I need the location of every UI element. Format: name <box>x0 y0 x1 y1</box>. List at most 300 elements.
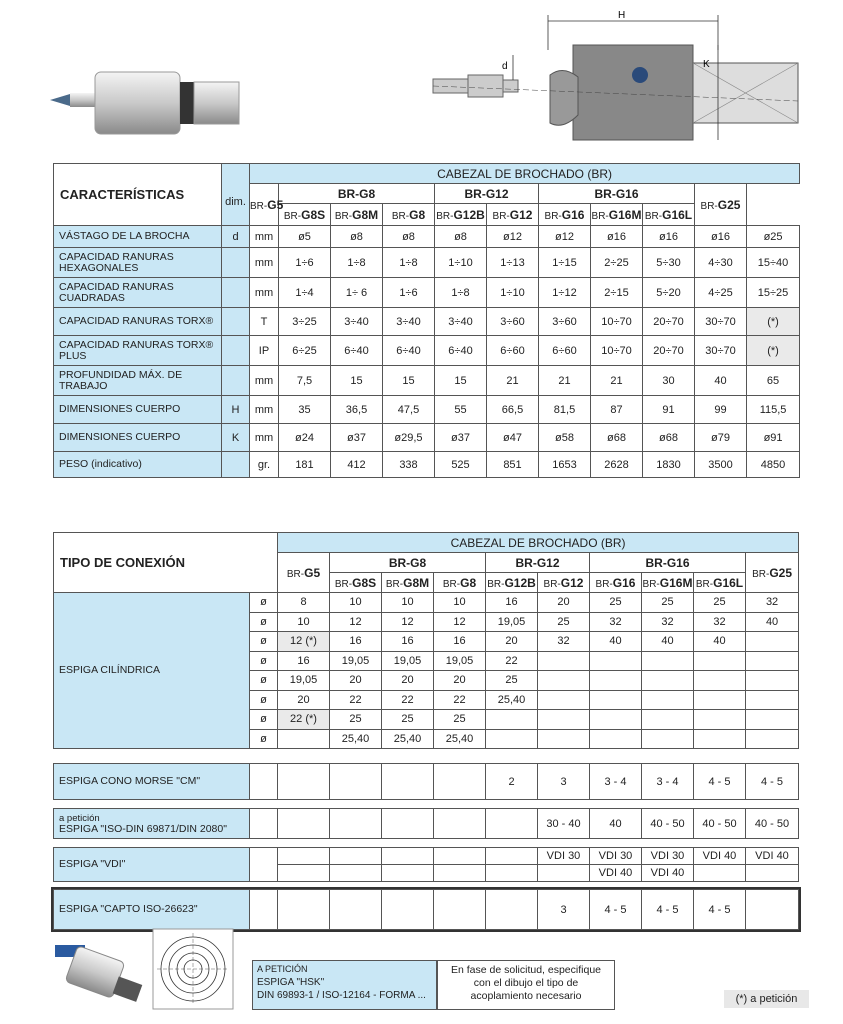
table-cell <box>746 729 799 749</box>
table-cell <box>746 671 799 691</box>
table-cell: 3 - 4 <box>590 764 642 800</box>
table-row <box>54 809 799 839</box>
row-label: CAPACIDAD RANURAS HEXAGONALES <box>54 248 222 278</box>
dim-header: dim. <box>222 164 250 226</box>
row-label: VÁSTAGO DE LA BROCHA <box>54 226 222 248</box>
table-cell: 2628 <box>591 452 643 478</box>
table-cell: 35 <box>279 396 331 424</box>
table-cell: ø79 <box>695 424 747 452</box>
table-cell: ø16 <box>591 226 643 248</box>
table-cell: 21 <box>591 366 643 396</box>
table-cell: 4÷30 <box>695 248 747 278</box>
table-cell: 16 <box>382 632 434 652</box>
morse-table <box>53 763 799 800</box>
table-cell <box>434 865 486 882</box>
table-cell: 1÷6 <box>279 248 331 278</box>
table-cell: 16 <box>330 632 382 652</box>
table-cell: 1÷8 <box>383 248 435 278</box>
table-cell: 15 <box>331 366 383 396</box>
table-cell: 20 <box>434 671 486 691</box>
svg-text:H: H <box>618 10 626 21</box>
table-cell: 10 <box>330 593 382 613</box>
table-cell: 22 <box>434 690 486 710</box>
row-label: CAPACIDAD RANURAS CUADRADAS <box>54 278 222 308</box>
table-cell: 525 <box>435 452 487 478</box>
table-cell: 2÷15 <box>591 278 643 308</box>
table-cell: 22 (*) <box>278 710 330 730</box>
table-cell: 40 <box>590 809 642 839</box>
table-row <box>54 278 800 308</box>
table-cell: 6÷40 <box>331 336 383 366</box>
table-cell <box>278 809 330 839</box>
table-cell: 5÷20 <box>643 278 695 308</box>
table-cell <box>746 865 799 882</box>
table-cell: 16 <box>278 651 330 671</box>
table-cell: VDI 40 <box>642 865 694 882</box>
table-cell: 4 - 5 <box>694 890 746 930</box>
table-cell: 181 <box>279 452 331 478</box>
table-row <box>54 226 800 248</box>
table-cell: 2÷25 <box>591 248 643 278</box>
table-cell <box>486 848 538 865</box>
table-row <box>54 366 800 396</box>
row-dim <box>222 248 250 278</box>
table-cell <box>538 671 590 691</box>
table-cell: 20÷70 <box>643 308 695 336</box>
table-cell: ø37 <box>435 424 487 452</box>
asterisk-note: (*) a petición <box>724 990 809 1008</box>
table-cell: 20 <box>538 593 590 613</box>
table-cell: 115,5 <box>747 396 800 424</box>
table-cell <box>538 729 590 749</box>
row-dim <box>222 366 250 396</box>
table-cell: 30÷70 <box>695 336 747 366</box>
diameter-symbol: ø <box>250 671 278 691</box>
table-cell <box>746 632 799 652</box>
table-cell <box>382 865 434 882</box>
table2-header: CABEZAL DE BROCHADO (BR) <box>278 533 799 553</box>
table-cell: ø91 <box>747 424 800 452</box>
table-cell: 25,40 <box>486 690 538 710</box>
table-cell: VDI 40 <box>746 848 799 865</box>
connection-table: TIPO DE CONEXIÓN CABEZAL DE BROCHADO (BR) BR-G5 BR-G8 BR-G12 BR-G16 BR-G25 BR-G8S BR-G8M BR-G8 BR-G12B BR-G12 BR-G16 BR-G16M BR-G16L ESPIGA CILÍNDRICA ø 8 10 10 10 16 20 25 25 25 32 ø 10 12 12 12 19,05 25 32 32 32 40 ø 12 (*) 16 16 16 20 32 40 40 40 ø 16 19,05 19,05 19,05 22 ø 19,05 20 20 20 25 ø 20 22 22 22 25,40 ø 22 (*) 25 25 25 ø 25,40 25,40 25,40 <box>53 532 799 749</box>
table-cell: 3÷40 <box>435 308 487 336</box>
table-cell <box>590 651 642 671</box>
blank-cell <box>250 848 278 882</box>
table1-title: CARACTERÍSTICAS <box>54 164 222 226</box>
diameter-symbol: ø <box>250 632 278 652</box>
table-cell: ø8 <box>331 226 383 248</box>
model-g25: BR-G25 <box>695 184 747 226</box>
table-cell: 40 <box>642 632 694 652</box>
table-cell <box>590 710 642 730</box>
table-cell: 25 <box>538 612 590 632</box>
table-cell: 851 <box>487 452 539 478</box>
table-cell: 3÷40 <box>383 308 435 336</box>
table-cell <box>642 651 694 671</box>
iso-table <box>53 808 799 839</box>
table-cell <box>330 890 382 930</box>
table-cell: 10 <box>434 593 486 613</box>
hsk-small-label: A PETICIÓN <box>257 964 308 974</box>
table-cell: 16 <box>486 593 538 613</box>
table-cell: 25 <box>434 710 486 730</box>
table-cell: 32 <box>694 612 746 632</box>
table-cell: ø25 <box>747 226 800 248</box>
table-cell: 30÷70 <box>695 308 747 336</box>
table-cell <box>642 690 694 710</box>
table-cell <box>486 729 538 749</box>
table-cell: 12 (*) <box>278 632 330 652</box>
table-cell: ø37 <box>331 424 383 452</box>
table-cell: ø12 <box>487 226 539 248</box>
table2-title: TIPO DE CONEXIÓN <box>54 533 278 593</box>
table-cell <box>486 710 538 730</box>
row-dim: d <box>222 226 250 248</box>
table-cell: 4 - 5 <box>590 890 642 930</box>
row-unit: mm <box>250 226 279 248</box>
table-cell: 1÷10 <box>435 248 487 278</box>
table-cell <box>486 809 538 839</box>
table-cell <box>278 848 330 865</box>
model-g8m: BR-G8M <box>331 204 383 226</box>
table-cell: 6÷40 <box>435 336 487 366</box>
table-cell: 3 <box>538 890 590 930</box>
table-row <box>54 248 800 278</box>
row-label <box>54 890 250 930</box>
table-cell: 87 <box>591 396 643 424</box>
model-g16: BR-G16 <box>539 204 591 226</box>
table-cell: 6÷25 <box>279 336 331 366</box>
table-cell: 15 <box>383 366 435 396</box>
table-row <box>54 890 799 930</box>
row-label: PESO (indicativo) <box>54 452 222 478</box>
characteristics-table <box>53 163 800 478</box>
table-cell: 99 <box>695 396 747 424</box>
table-cell: ø16 <box>643 226 695 248</box>
table-cell: ø58 <box>539 424 591 452</box>
row-dim <box>222 308 250 336</box>
table-cell: 6÷40 <box>383 336 435 366</box>
vdi-table <box>53 847 799 882</box>
table-cell <box>434 890 486 930</box>
table-cell: VDI 40 <box>590 865 642 882</box>
table-cell: 66,5 <box>487 396 539 424</box>
svg-text:d: d <box>502 61 508 72</box>
table-cell: 12 <box>330 612 382 632</box>
table-cell: 3 - 4 <box>642 764 694 800</box>
table-cell: 3 <box>538 764 590 800</box>
row-label: DIMENSIONES CUERPO <box>54 424 222 452</box>
table-cell: 10÷70 <box>591 336 643 366</box>
row-dim <box>222 336 250 366</box>
diameter-symbol: ø <box>250 593 278 613</box>
technical-drawing <box>428 5 828 160</box>
table-cell: 40 - 50 <box>746 809 799 839</box>
table-cell: 91 <box>643 396 695 424</box>
table-cell: 40 <box>746 612 799 632</box>
table-cell: 8 <box>278 593 330 613</box>
table-cell <box>382 848 434 865</box>
table-cell: 30 <box>643 366 695 396</box>
table-cell: ø16 <box>695 226 747 248</box>
table-cell <box>694 671 746 691</box>
table-cell: 412 <box>331 452 383 478</box>
table-cell <box>434 764 486 800</box>
row-label: CAPACIDAD RANURAS TORX® <box>54 308 222 336</box>
table-cell: VDI 30 <box>538 848 590 865</box>
row-unit: T <box>250 308 279 336</box>
table-row <box>54 452 800 478</box>
table-row <box>54 308 800 336</box>
model-g8s: BR-G8S <box>279 204 331 226</box>
table-cell: ø12 <box>539 226 591 248</box>
table-cell <box>642 710 694 730</box>
group-g8: BR-G8 <box>279 184 435 204</box>
table-cell: 1÷ 6 <box>331 278 383 308</box>
row-unit: gr. <box>250 452 279 478</box>
table-cell: ø29,5 <box>383 424 435 452</box>
blank-cell <box>250 764 278 800</box>
table-cell: 32 <box>746 593 799 613</box>
table-cell <box>538 690 590 710</box>
table-cell: 5÷30 <box>643 248 695 278</box>
table-cell: 21 <box>487 366 539 396</box>
table-cell <box>746 690 799 710</box>
table-cell <box>330 865 382 882</box>
table-cell <box>642 729 694 749</box>
table-cell: 40 <box>695 366 747 396</box>
table-cell: 21 <box>539 366 591 396</box>
table-cell: 4 - 5 <box>642 890 694 930</box>
table-cell <box>278 865 330 882</box>
table-cell: 4 - 5 <box>746 764 799 800</box>
table-cell: 1830 <box>643 452 695 478</box>
cyl-label: ESPIGA CILÍNDRICA <box>54 593 250 749</box>
table-cell: 3500 <box>695 452 747 478</box>
table-cell <box>434 848 486 865</box>
table-row <box>54 396 800 424</box>
table-cell: 40 - 50 <box>694 809 746 839</box>
table-cell: ø47 <box>487 424 539 452</box>
blank-cell <box>250 890 278 930</box>
table-cell <box>694 729 746 749</box>
table-cell: 20 <box>382 671 434 691</box>
table-cell: 10 <box>278 612 330 632</box>
table-cell: 20 <box>486 632 538 652</box>
row-unit: mm <box>250 366 279 396</box>
diameter-symbol: ø <box>250 651 278 671</box>
table-row <box>54 424 800 452</box>
table-cell: VDI 30 <box>642 848 694 865</box>
table-cell <box>278 764 330 800</box>
table-cell: 1÷12 <box>539 278 591 308</box>
table-cell <box>538 865 590 882</box>
row-label: CAPACIDAD RANURAS TORX® PLUS <box>54 336 222 366</box>
diameter-symbol: ø <box>250 612 278 632</box>
table-cell: 1÷13 <box>487 248 539 278</box>
table-cell: 338 <box>383 452 435 478</box>
table-cell: 25 <box>694 593 746 613</box>
table-cell: 22 <box>382 690 434 710</box>
row-unit: mm <box>250 278 279 308</box>
table-cell: 40 <box>694 632 746 652</box>
table-cell <box>590 690 642 710</box>
table-cell: 1÷4 <box>279 278 331 308</box>
table-cell: ø8 <box>383 226 435 248</box>
table-cell: 32 <box>642 612 694 632</box>
row-label-text: ESPIGA "ISO-DIN 69871/DIN 2080" <box>59 822 227 835</box>
table-cell: 15 <box>435 366 487 396</box>
table-cell: 16 <box>434 632 486 652</box>
row-label-text: ESPIGA CONO MORSE "CM" <box>59 775 201 787</box>
table-cell: 10÷70 <box>591 308 643 336</box>
table-cell: 2 <box>486 764 538 800</box>
table-cell: 22 <box>330 690 382 710</box>
hsk-norm: DIN 69893-1 / ISO-12164 - FORMA ... <box>257 990 426 1001</box>
table-cell: 1÷10 <box>487 278 539 308</box>
table-row <box>54 593 799 613</box>
diameter-symbol: ø <box>250 710 278 730</box>
table-cell: 6÷60 <box>539 336 591 366</box>
table-cell <box>330 764 382 800</box>
table-cell: 3÷40 <box>331 308 383 336</box>
table-cell: 3÷60 <box>487 308 539 336</box>
table1-header: CABEZAL DE BROCHADO (BR) <box>250 164 800 184</box>
table-cell <box>590 671 642 691</box>
table-cell: 25 <box>590 593 642 613</box>
model-g5: BR-G5 <box>250 184 279 226</box>
table-cell <box>746 651 799 671</box>
table-cell: 3÷60 <box>539 308 591 336</box>
table-cell <box>486 865 538 882</box>
table-cell <box>746 710 799 730</box>
diameter-symbol: ø <box>250 690 278 710</box>
table-cell: 4÷25 <box>695 278 747 308</box>
table-cell: 15÷40 <box>747 248 800 278</box>
row-label: DIMENSIONES CUERPO <box>54 396 222 424</box>
row-label-small: a petición <box>59 812 100 824</box>
table-cell: 30 - 40 <box>538 809 590 839</box>
table-cell: 40 <box>590 632 642 652</box>
broaching-head-photo <box>45 60 245 145</box>
table-row <box>54 848 799 865</box>
diameter-symbol: ø <box>250 729 278 749</box>
table-cell <box>694 690 746 710</box>
table-cell <box>694 865 746 882</box>
table-cell: 1653 <box>539 452 591 478</box>
table-cell: 19,05 <box>278 671 330 691</box>
table-cell: 1÷8 <box>435 278 487 308</box>
row-label <box>54 809 250 839</box>
table-cell <box>590 729 642 749</box>
vdi-label: ESPIGA "VDI" <box>54 848 250 882</box>
table-cell <box>694 651 746 671</box>
table-cell: 20÷70 <box>643 336 695 366</box>
row-dim: H <box>222 396 250 424</box>
row-label-text: ESPIGA "CAPTO ISO-26623" <box>59 903 198 915</box>
table-cell: 55 <box>435 396 487 424</box>
table-cell <box>538 651 590 671</box>
table-cell: 25,40 <box>434 729 486 749</box>
table-cell <box>746 890 799 930</box>
table-cell: (*) <box>747 336 800 366</box>
table-cell <box>486 890 538 930</box>
table-cell <box>278 729 330 749</box>
table-cell: 1÷15 <box>539 248 591 278</box>
row-dim <box>222 452 250 478</box>
table-cell: 1÷8 <box>331 248 383 278</box>
group-g12: BR-G12 <box>435 184 539 204</box>
table-cell: 10 <box>382 593 434 613</box>
table-cell: 47,5 <box>383 396 435 424</box>
hsk-title: ESPIGA "HSK" <box>257 977 325 988</box>
table-cell: (*) <box>747 308 800 336</box>
svg-text:K: K <box>703 59 710 70</box>
table-cell: 12 <box>434 612 486 632</box>
table-cell <box>434 809 486 839</box>
table-cell: 40 - 50 <box>642 809 694 839</box>
blank-cell <box>250 809 278 839</box>
model-g16m: BR-G16M <box>591 204 643 226</box>
table-cell: 25 <box>486 671 538 691</box>
table-cell: 81,5 <box>539 396 591 424</box>
table-cell: 1÷6 <box>383 278 435 308</box>
table-cell <box>382 890 434 930</box>
table-cell: ø24 <box>279 424 331 452</box>
table-cell <box>330 809 382 839</box>
hsk-photo <box>50 935 150 1010</box>
table-cell: 19,05 <box>434 651 486 671</box>
table-cell: 22 <box>486 651 538 671</box>
table-cell: VDI 40 <box>694 848 746 865</box>
hsk-box <box>252 960 437 1010</box>
table-cell <box>278 890 330 930</box>
table-cell: 25 <box>382 710 434 730</box>
table-cell: 19,05 <box>330 651 382 671</box>
table-cell: 25,40 <box>382 729 434 749</box>
row-dim: K <box>222 424 250 452</box>
table-cell: ø5 <box>279 226 331 248</box>
table-cell: 19,05 <box>382 651 434 671</box>
hsk-note: En fase de solicitud, especifique con el dibujo el tipo de acoplamiento necesario <box>437 960 615 1010</box>
table-row <box>54 336 800 366</box>
table-cell: 65 <box>747 366 800 396</box>
table-cell: 25,40 <box>330 729 382 749</box>
row-unit: mm <box>250 396 279 424</box>
table-cell: 19,05 <box>486 612 538 632</box>
table-cell: ø8 <box>435 226 487 248</box>
table-cell <box>382 764 434 800</box>
table-cell: 3÷25 <box>279 308 331 336</box>
table-cell: ø68 <box>643 424 695 452</box>
row-label: PROFUNDIDAD MÁX. DE TRABAJO <box>54 366 222 396</box>
table-cell: 20 <box>278 690 330 710</box>
model-g12b: BR-G12B <box>435 204 487 226</box>
table-cell: 4850 <box>747 452 800 478</box>
table-cell <box>538 710 590 730</box>
table-cell: 32 <box>538 632 590 652</box>
table-cell: 20 <box>330 671 382 691</box>
table-cell: VDI 30 <box>590 848 642 865</box>
table-cell <box>382 809 434 839</box>
row-unit: mm <box>250 424 279 452</box>
row-dim <box>222 278 250 308</box>
capto-table <box>53 889 799 930</box>
table-cell: 32 <box>590 612 642 632</box>
table-cell: 36,5 <box>331 396 383 424</box>
table-row <box>54 764 799 800</box>
